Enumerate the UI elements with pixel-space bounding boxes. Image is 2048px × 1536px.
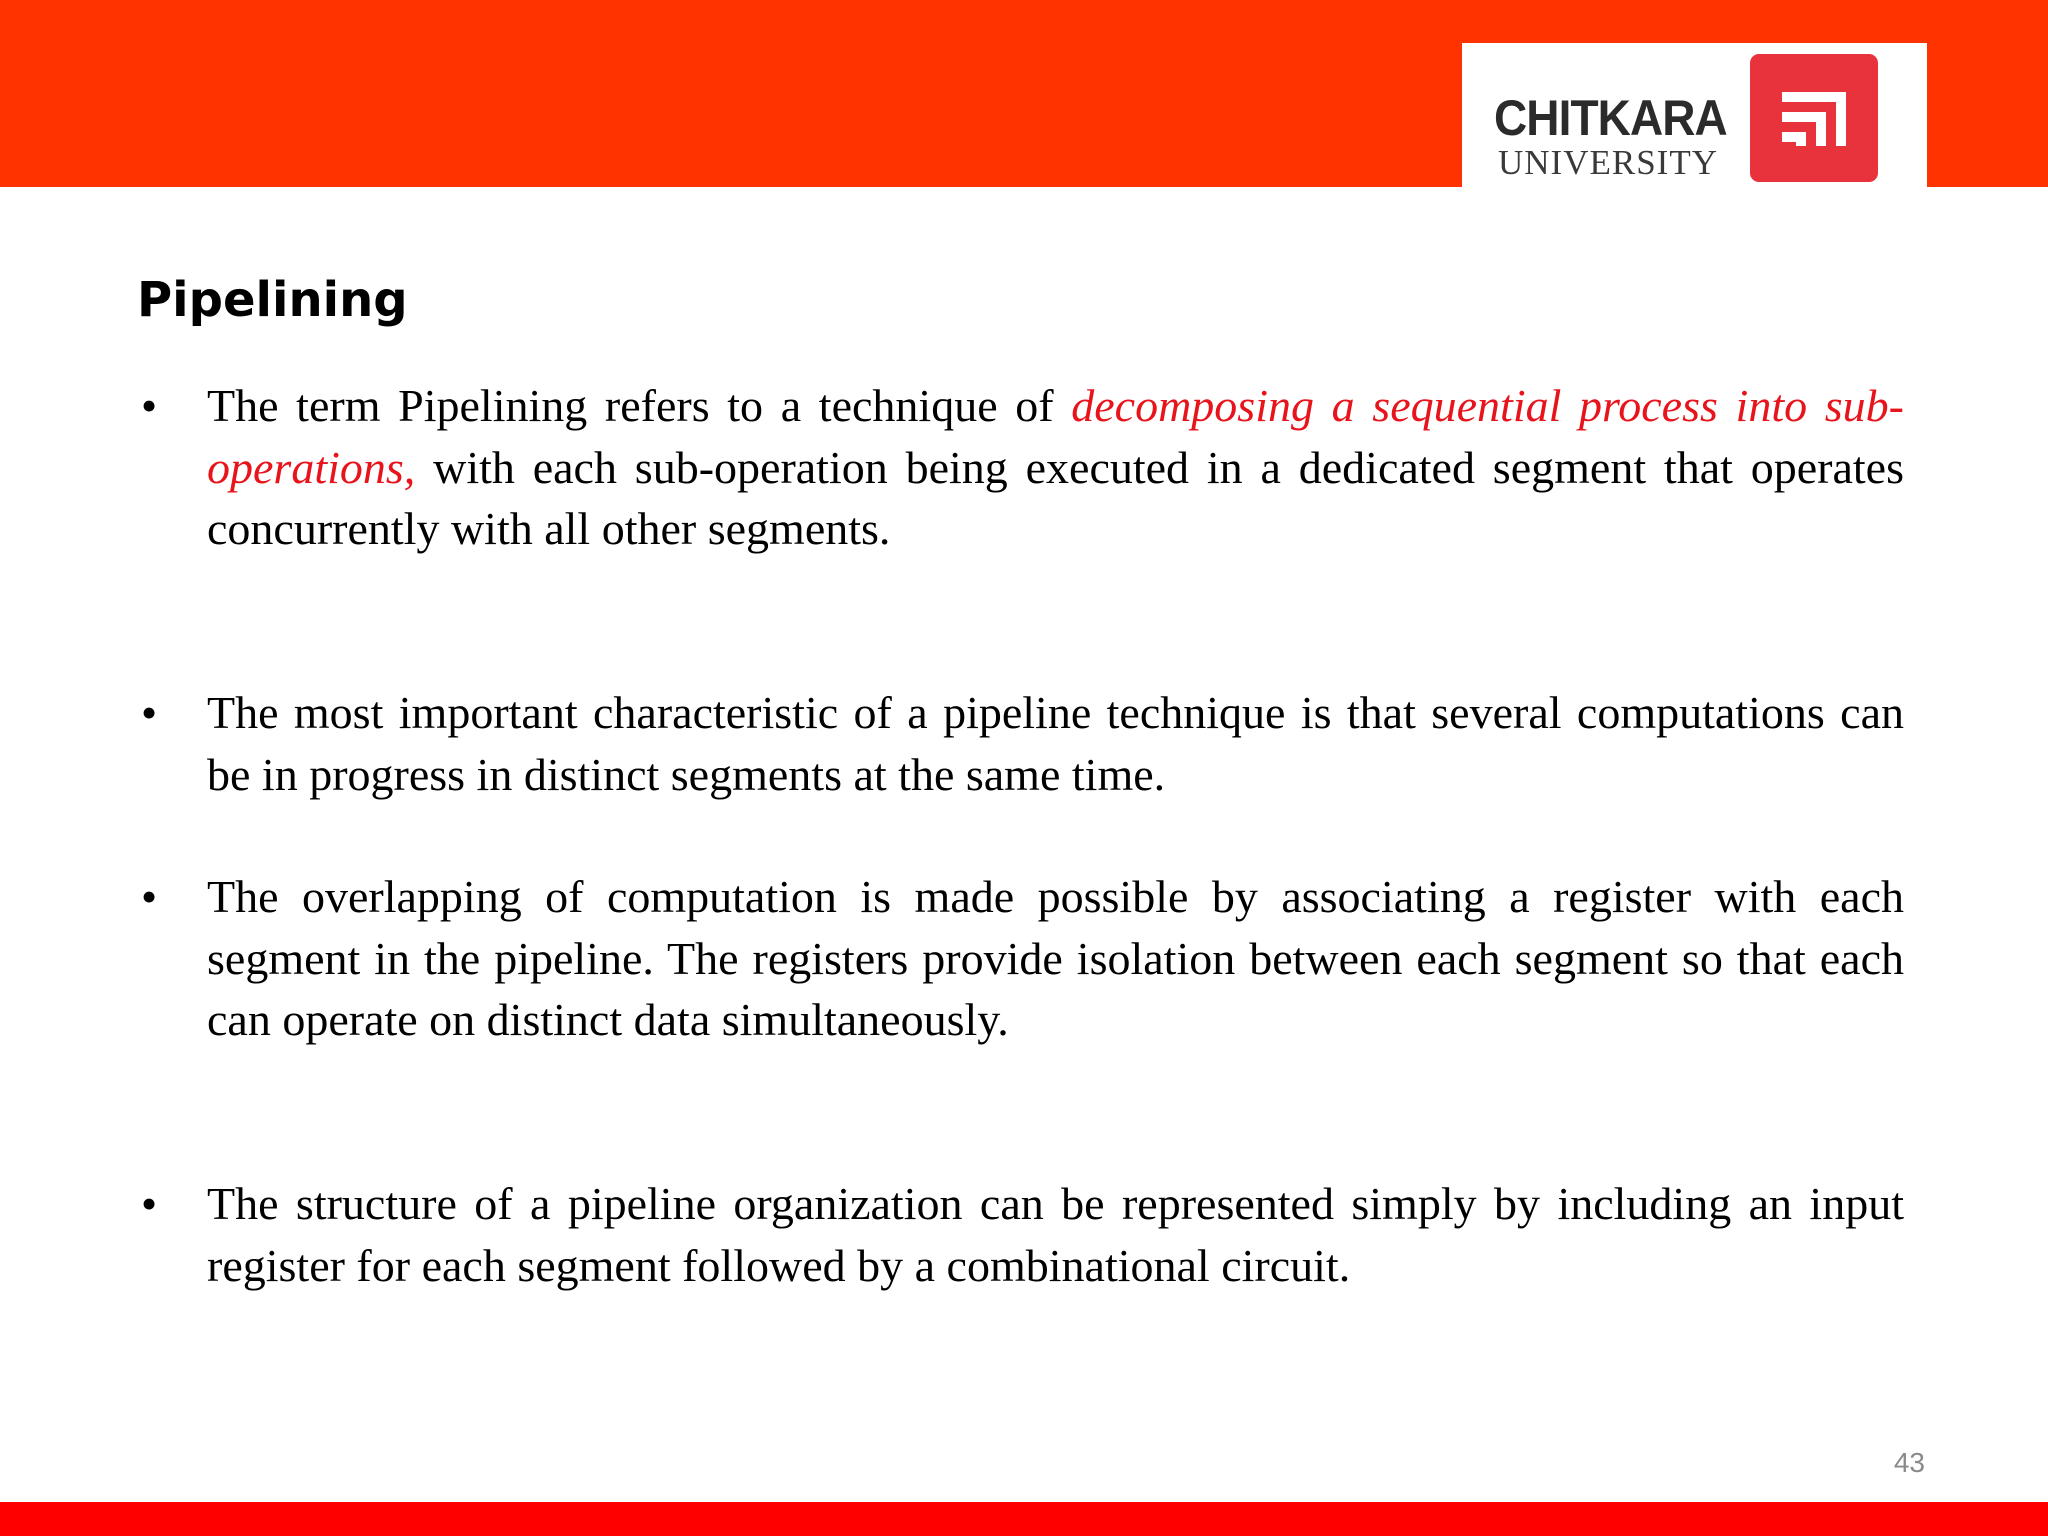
slide-title: Pipelining — [137, 272, 408, 328]
bullet-text-continued: with each sub-operation being executed in a dedicated segment that operates concurrently with all other segments. — [207, 441, 1904, 554]
bullet-icon: • — [141, 687, 158, 738]
logo-subtitle: UNIVERSITY — [1498, 143, 1718, 182]
logo-name: CHITKARA — [1494, 90, 1727, 146]
footer-band — [0, 1502, 2048, 1536]
bullet-text: The overlapping of computation is made possible by associating a register with each segment in the pipeline. The registers provide isolation between each segment so that each can operate on distinct data simultaneously. — [207, 871, 1904, 1045]
bullet-item — [141, 375, 1904, 560]
bullet-item — [141, 866, 1904, 1051]
page-number: 43 — [1893, 1447, 1925, 1478]
emphasized-text: decomposing a sequential process into sub-operations, — [207, 380, 1904, 493]
bullet-item — [141, 682, 1904, 805]
bullet-text: The term Pipelining refers to a technique of — [207, 380, 1072, 431]
bullet-text: The structure of a pipeline organization can be represented simply by including an input register for each segment followed by a combinational circuit. — [207, 1178, 1904, 1291]
university-logo — [1462, 43, 1927, 189]
bullet-text: The most important characteristic of a pipeline technique is that several computations can be in progress in distinct segments at the same time. — [207, 687, 1904, 800]
bullet-item — [141, 1173, 1904, 1296]
bullet-icon: • — [141, 380, 158, 431]
logo-mark-icon — [1750, 54, 1878, 182]
bullet-icon: • — [141, 871, 158, 922]
bullet-icon: • — [141, 1178, 158, 1229]
